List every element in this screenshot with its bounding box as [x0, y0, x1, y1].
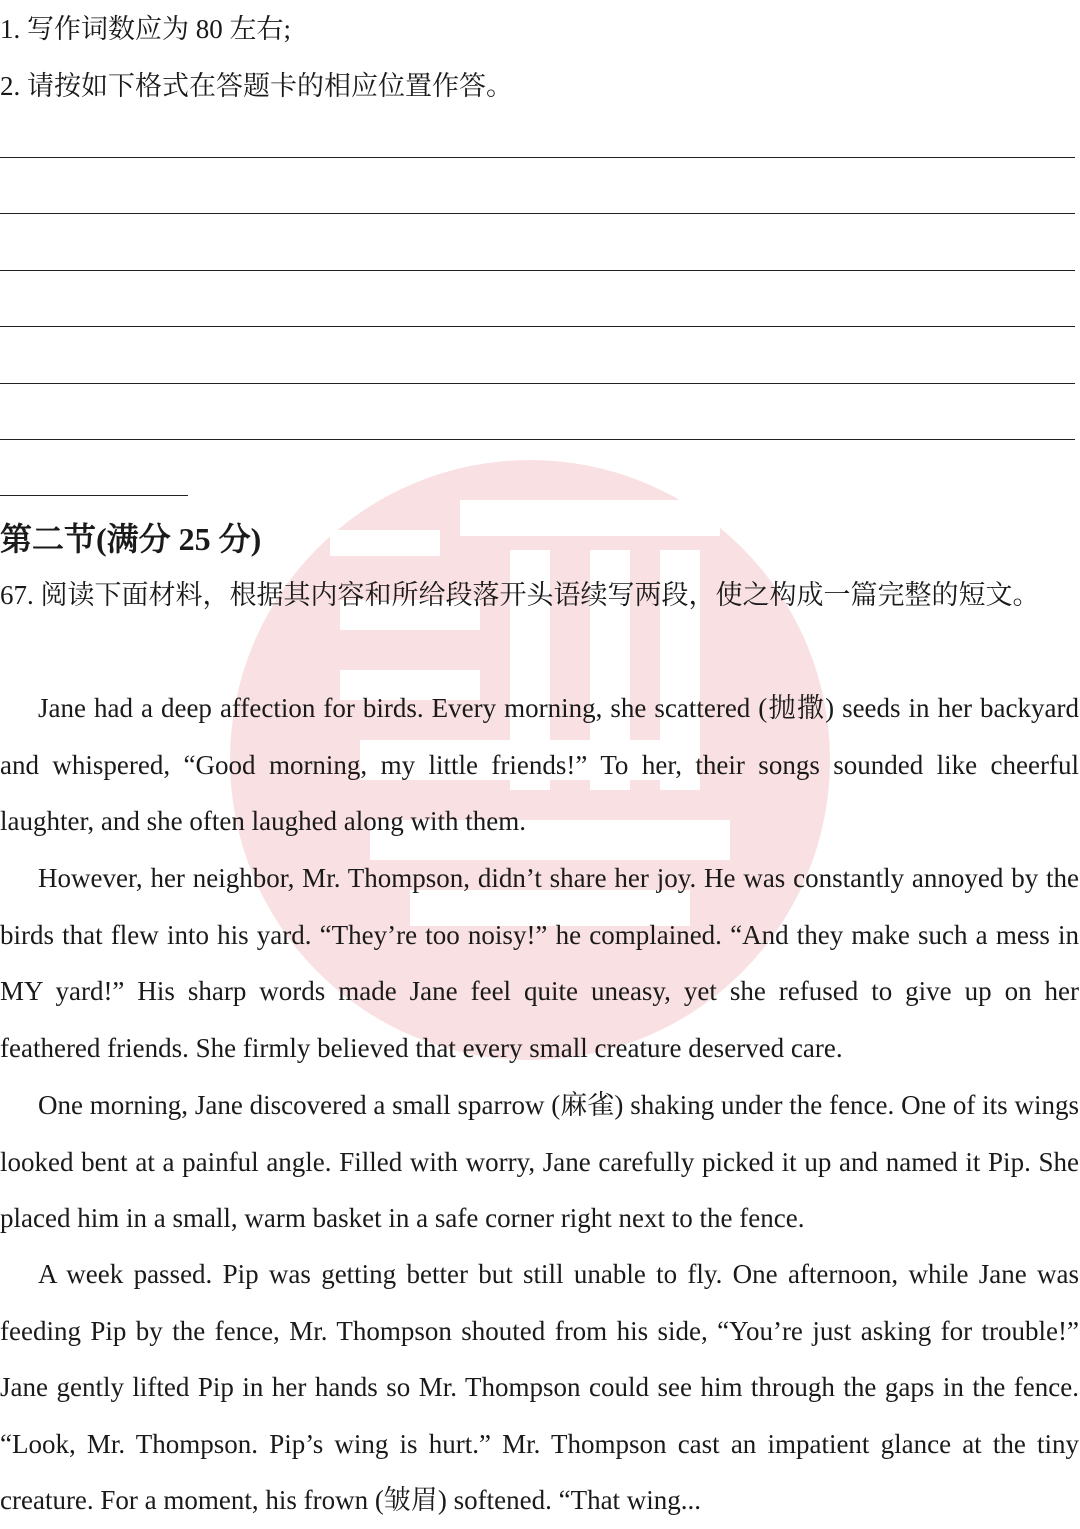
passage-paragraph-1: Jane had a deep affection for birds. Every morning, she scattered (抛撒) seeds in her backyard and whispered, “Good morning, my little friends!” To her, their songs sounded like cheerful laughter, and she often laughed along with them. — [0, 693, 1079, 836]
passage-paragraph-3: One morning, Jane discovered a small sparrow (麻雀) shaking under the fence. One of its wings looked bent at a painful angle. Filled with worry, Jane carefully picked it up and named it Pip. She placed him in a small, warm basket in a safe corner right next to the fence. — [0, 1090, 1079, 1233]
passage-paragraph-4: A week passed. Pip was getting better but still unable to fly. One afternoon, while Jane was feeding Pip by the fence, Mr. Thompson shouted from his side, “You’re just asking for trouble!” Jane gently lifted Pip in her hands so Mr. Thompson could see him through the gaps in the fence. “Look, Mr. Thompson. Pip’s wing is hurt.” Mr. Thompson cast an impatient glance at the tiny creature. For a moment, his frown (皱眉) softened. “That wing... — [0, 1259, 1079, 1515]
section-title: 第二节(满分 25 分) — [0, 521, 262, 557]
instruction-item-1: 1. 写作词数应为 80 左右; — [0, 14, 292, 44]
instruction-item-2: 2. 请按如下格式在答题卡的相应位置作答。 — [0, 71, 513, 101]
answer-line — [0, 439, 1075, 440]
answer-line-short — [0, 495, 188, 496]
answer-line — [0, 157, 1075, 158]
passage-paragraph-2: However, her neighbor, Mr. Thompson, didn’t share her joy. He was constantly annoyed by the birds that flew into his yard. “They’re too noisy!” he complained. “And they make such a mess in MY yard!” His sharp words made Jane feel quite uneasy, yet she refused to give up on her feathered friends. She firmly believed that every small creature deserved care. — [0, 863, 1079, 1063]
question-prompt: 67. 阅读下面材料，根据其内容和所给段落开头语续写两段，使之构成一篇完整的短文。 — [0, 580, 1040, 610]
answer-line — [0, 213, 1075, 214]
answer-line — [0, 270, 1075, 271]
answer-line — [0, 326, 1075, 327]
answer-line — [0, 383, 1075, 384]
